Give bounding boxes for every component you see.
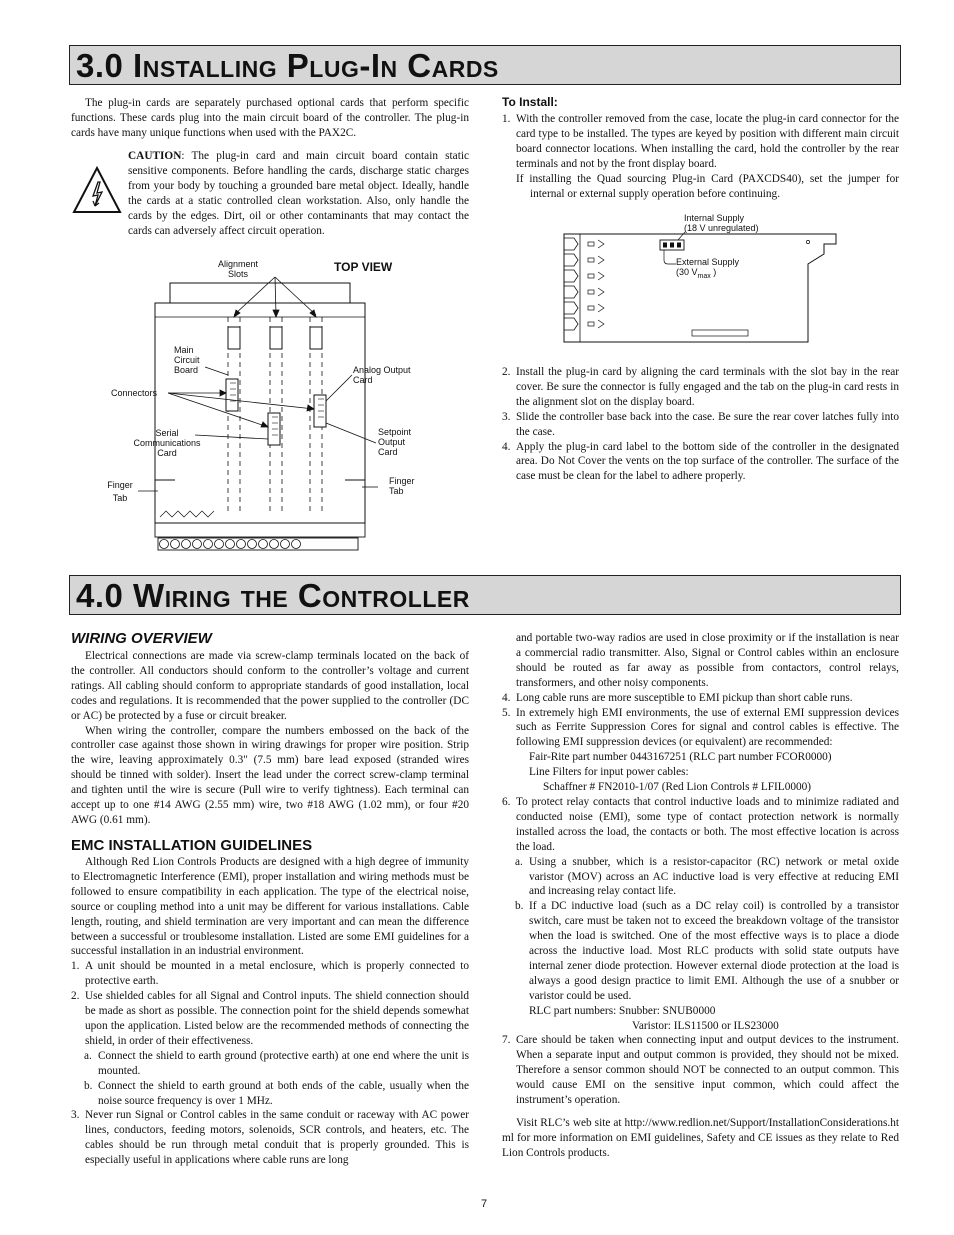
label-main-board: Main Circuit Board xyxy=(174,345,200,375)
visit-paragraph: Visit RLC’s web site at http://www.redlion.net/Support/InstallationConsiderations.html for more information on EMI guidelines, Safety and CE issues as they relate to Red Lion Controls products. xyxy=(502,1117,899,1159)
caution-text: : The plug-in card and main circuit board contain static sensitive components. Before handling the cards, discharge static charges from your body by touching a grounded bare metal object. Ideally, handle the cards at a static controlled clean workstation. Also, only handle the cards by the edges. Dirt, oil or other contaminants that may contact the cards can adversely affect circuit operation. xyxy=(128,150,469,237)
label-external-supply: External Supply (30 $V_{max}$ ) xyxy=(676,257,740,280)
emc-item-2b: b. Connect the shield to earth ground at both ends of the cable, usually when the noise source frequency is over 1 MHz. xyxy=(84,1079,469,1107)
emc-item-3: 3. Never run Signal or Control cables in the same conduit or raceway with AC power lines, conductors, feeding motors, solenoids, SCR controls, and heaters, etc. The cables should be run through metal conduit that is properly grounded. This is especially useful in applications where cable runs are long xyxy=(71,1109,469,1167)
warning-triangle-icon xyxy=(71,165,123,215)
install-step-1: 1. With the controller removed from the case, locate the plug-in card connector for the card type to be installed. The types are keyed by position with different main circuit board connector locations. When installing the card, hold the controller by the rear terminals and not by the front display board. xyxy=(502,113,899,170)
emc-item-5: 5. In extremely high EMI environments, the use of external EMI suppression devices such as Ferrite Suppression Cores for signal and control cables is effective. The following EMI suppression devices (or equivalent) are recommended: xyxy=(502,706,899,749)
emc-item-6b-line-1: RLC part numbers: Snubber: SNUB0000 xyxy=(529,1004,716,1017)
top-view-label: TOP VIEW xyxy=(334,260,393,274)
emc-item-6a: a. Using a snubber, which is a resistor-capacitor (RC) network or metal oxide varistor (MOV) across an AC inductive load is very effective at reducing EMI and increasing relay contact life. xyxy=(515,855,899,898)
label-internal-supply: Internal Supply (18 V unregulated) xyxy=(684,213,759,233)
label-connectors: Connectors xyxy=(111,388,158,398)
install-steps-top xyxy=(502,112,899,201)
emc-item-2: 2. Use shielded cables for all Signal and Control inputs. The shield connection should be made as short as possible. The connection point for the shield depends somewhat upon the application. Listed below are the recommended methods of connecting the shield, in order of their effectiveness. xyxy=(71,990,469,1047)
section-3-title: 3.0 Installing Plug-In Cards xyxy=(76,47,499,84)
emc-item-5-line-3: Schaffner # FN2010-1/07 (Red Lion Controls # LFIL0000) xyxy=(543,781,812,794)
to-install-heading: To Install: xyxy=(502,95,558,109)
section-4-title: 4.0 Wiring the Controller xyxy=(76,577,470,614)
install-step-4: 4. Apply the plug-in card label to the bottom side of the controller in the designated area. Do Not Cover the vents on the top surface of the controller. The surface of the case must be clean for the label to adhere properly. xyxy=(502,440,899,483)
install-steps-bottom xyxy=(502,365,899,484)
emc-item-5-line-2: Line Filters for input power cables: xyxy=(529,766,689,779)
install-step-3: 3. Slide the controller base back into the case. Be sure the rear cover latches fully into the case. xyxy=(502,410,899,438)
page-number: 7 xyxy=(481,1198,488,1210)
jumper-card-diagram xyxy=(560,212,850,352)
label-finger-tab-right: Finger Tab xyxy=(389,476,415,496)
caution-paragraph xyxy=(128,149,469,238)
emc-item-2a: a. Connect the shield to earth ground (protective earth) at one end where the unit is mounted. xyxy=(84,1049,469,1077)
wiring-overview-heading: WIRING OVERVIEW xyxy=(71,630,212,647)
label-setpoint-card: Setpoint Output Card xyxy=(378,427,412,457)
label-finger-tab-left: Finger Tab xyxy=(107,480,133,503)
emc-item-4: 4. Long cable runs are more susceptible to EMI pickup than short cable runs. xyxy=(502,691,853,704)
wiring-overview-body: Electrical connections are made via screw-clamp terminals located on the back of the controller. All conductors should conform to the controller’s voltage and current ratings. All cabling should conform to appropriate standards of good installation, local codes and regulations. It is recommended that the power supplied to the controller (DC or AC) be protected by a fuse or circuit breaker. When wiring the controller, compare the numbers embossed on the back of the controller case against those shown in wiring drawings for proper wire position. Strip the wire, leaving approximately 0.3" (7.5 mm) bare lead exposed (stranded wires should be tinned with solder). Insert the lead under the correct screw-clamp terminal and tighten until the wire is secure (Pull wire to verify tightness). Each terminal can accept up to one #14 AWG (2.55 mm) wire, two #18 AWG (1.02 mm), or four #20 AWG (0.61 mm). xyxy=(71,650,469,826)
install-step-2: 2. Install the plug-in card by aligning the card terminals with the slot bay in the rear cover. Be sure the connector is fully engaged and the tab on the plug-in card rests in the alignment slot on the display board. xyxy=(502,366,899,408)
section-3-header xyxy=(69,45,901,85)
intro-paragraph: The plug-in cards are separately purchased optional cards that perform specific functions. These cards plug into the main circuit board of the controller. The plug-in cards have many unique functions when used with the PAX2C. xyxy=(71,97,469,139)
caution-label: CAUTION xyxy=(128,150,182,162)
label-alignment-slots: Alignment Slots xyxy=(217,259,259,279)
install-step-1-note: If installing the Quad sourcing Plug-in Card (PAXCDS40), set the jumper for internal or external supply operation before continuing. xyxy=(516,172,899,200)
label-analog-output: Analog Output Card xyxy=(353,365,411,385)
emc-item-1: 1. A unit should be mounted in a metal enclosure, which is properly connected to protective earth. xyxy=(71,960,469,988)
emc-item-6b-line-2: Varistor: ILS11500 or ILS23000 xyxy=(632,1019,779,1032)
emc-item-3-cont: and portable two-way radios are used in close proximity or if the installation is near a commercial radio transmitter. Also, Signal or Control cables within an enclosure should be routed as far away as possible from contactors, control relays, transformers, and other noisy components. xyxy=(516,632,899,689)
top-view-diagram xyxy=(100,255,470,555)
emc-body-right xyxy=(502,631,899,1161)
emc-item-5-line-1: Fair-Rite part number 0443167251 (RLC part number FCOR0000) xyxy=(529,751,832,764)
emc-item-7: 7. Care should be taken when connecting input and output devices to the instrument. When a separate input and output common is provided, they should not be mixed. Therefore a sensor common should NOT be connected to an output common. This would cause EMI on the sensitive input common, which could affect the instrument’s operation. xyxy=(502,1034,899,1107)
label-serial-card: Serial Communications Card xyxy=(133,428,201,458)
emc-heading: EMC INSTALLATION GUIDELINES xyxy=(71,837,313,854)
emc-body-left: Although Red Lion Controls Products are designed with a high degree of immunity to Electromagnetic Interference (EMI), proper installation and wiring methods must be followed to ensure compatibility in each application. The type of the electrical noise, source or coupling method into a unit may be different for various installations. Cable length, routing, and shield termination are very important and can mean the difference between a successful or troublesome installation. Listed are some EMI guidelines for a successful installation in an industrial environment. 1. A unit should be mounted in a metal enclosure, which is properly connected to protective earth. 2. Use shielded cables for all Signal and Control inputs. The shield connection should be made as short as possible. The connection point for the shield depends somewhat upon the application. Listed below are the recommended methods of connecting the shield, in order of their effectiveness. a. Connect the shield to earth ground (protective earth) at one end where the unit is mounted. b. Connect the shield to earth ground at both ends of the cable, usually when the noise source frequency is over 1 MHz. 3. Never run Signal or Control cables in the same conduit or raceway with AC power lines, conductors, feeding motors, solenoids, SCR controls, and heaters, etc. The cables should be run through metal conduit that is properly grounded. This is especially useful in applications where cable runs are long xyxy=(71,856,469,1167)
emc-item-6b: b. If a DC inductive load (such as a DC relay coil) is controlled by a transistor switch, care must be taken not to exceed the breakdown voltage of the transistor when the load is switched. One of the most effective ways is to place a diode across the inductive load. Most RLC products with solid state outputs have internal zener diode protection. However external diode protection at the load is always a good design practice to limit EMI. Although the use of a snubber or varistor could be used. xyxy=(515,900,899,1002)
emc-item-6: 6. To protect relay contacts that control inductive loads and to minimize radiated and conducted noise (EMI), some type of contact protection network is normally installed across the load, the contacts or both. The most effective location is across the load. xyxy=(502,795,899,853)
section-4-header xyxy=(69,575,901,615)
